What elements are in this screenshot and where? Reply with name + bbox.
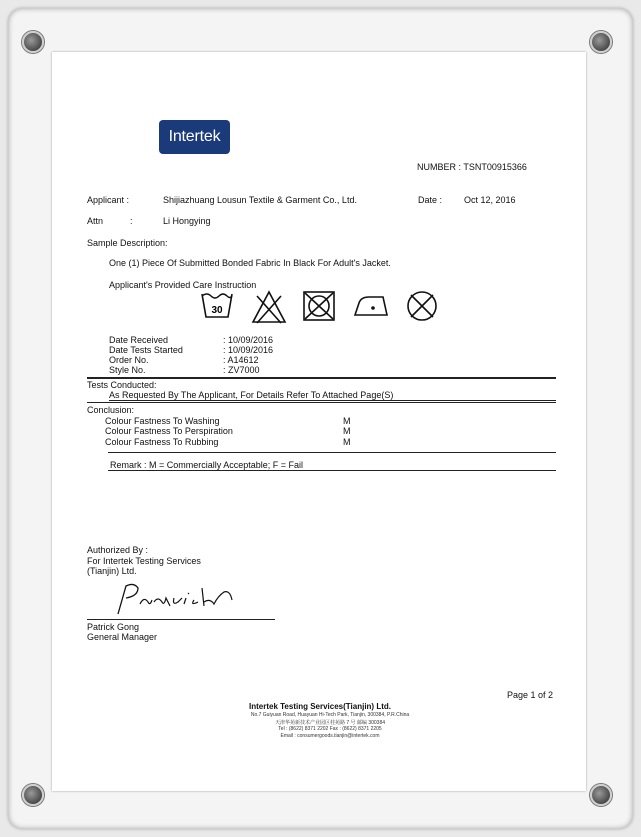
conclusion-label: Conclusion: [87, 405, 135, 415]
pin-top-right [590, 31, 612, 53]
conclusion-result-rubbing: M [343, 437, 351, 447]
footer-company: Intertek Testing Services(Tianjin) Ltd. [249, 702, 391, 711]
footer-tel: Tel : (8622) 8371 2202 Fax : (8622) 8371 2205 [278, 726, 382, 732]
attn-label: Attn [87, 216, 104, 226]
sample-description-text: One (1) Piece Of Submitted Bonded Fabric In Black For Adult's Jacket. [109, 258, 391, 268]
conclusion-result-perspiration: M [343, 426, 351, 436]
do-not-tumble-dry-icon [302, 290, 336, 322]
sample-description-label: Sample Description: [87, 238, 168, 248]
detail-value-date-received: : 10/09/2016 [223, 335, 274, 345]
conclusion-row-perspiration: Colour Fastness To Perspiration [105, 426, 233, 436]
care-instruction-label: Applicant's Provided Care Instruction [109, 280, 257, 290]
wash-30-icon [200, 290, 234, 320]
attn-value: Li Hongying [163, 216, 211, 226]
report-number: NUMBER : TSNT00915366 [417, 162, 527, 172]
divider-tests [87, 377, 556, 379]
applicant-label: Applicant : [87, 195, 130, 205]
date-label: Date : [418, 195, 443, 205]
do-not-dry-clean-icon [405, 289, 439, 323]
tests-conducted-label: Tests Conducted: [87, 380, 157, 390]
footer-address-cn: 天津华苑新技术产业园区桂苑路 7 号 邮编 300384 [274, 720, 386, 726]
date-value: Oct 12, 2016 [464, 195, 516, 205]
divider-remark-top [108, 452, 556, 453]
pin-bottom-left [22, 784, 44, 806]
attn-colon: : [130, 216, 133, 226]
signatory-title: General Manager [87, 632, 158, 642]
detail-value-order-no: : A14612 [223, 355, 259, 365]
intertek-logo: Intertek [159, 120, 230, 154]
footer-email: Email : consumergoods.tianjin@intertek.com [280, 733, 380, 739]
detail-label-order-no: Order No. [109, 355, 149, 365]
remark-text: Remark : M = Commercially Acceptable; F = Fail [110, 460, 304, 470]
detail-label-style-no: Style No. [109, 365, 146, 375]
conclusion-result-washing: M [343, 416, 351, 426]
pin-top-left [22, 31, 44, 53]
divider-tests-underline [109, 400, 556, 401]
signatory-name: Patrick Gong [87, 622, 140, 632]
divider-conclusion [87, 402, 556, 403]
detail-value-date-tests-started: : 10/09/2016 [223, 345, 274, 355]
signature-image [112, 580, 252, 620]
footer-address: No.7 Guiyuan Road, Huayuan Hi-Tech Park, Tianjin, 300384, P.R.China [250, 712, 410, 718]
applicant-value: Shijiazhuang Lousun Textile & Garment Co., Ltd. [163, 195, 357, 205]
authorized-by: Authorized By : [87, 545, 149, 555]
detail-label-date-received: Date Received [109, 335, 169, 345]
page-number: Page 1 of 2 [507, 690, 554, 700]
divider-remark-bottom [108, 470, 556, 471]
iron-low-icon [353, 293, 391, 319]
wash-temperature: 30 [211, 305, 223, 316]
pin-bottom-right [590, 784, 612, 806]
detail-value-style-no: : ZV7000 [223, 365, 260, 375]
do-not-bleach-icon [251, 290, 287, 324]
detail-label-date-tests-started: Date Tests Started [109, 345, 183, 355]
signature-line [87, 619, 275, 620]
authorized-company-location: (Tianjin) Ltd. [87, 566, 137, 576]
tests-conducted-text: As Requested By The Applicant, For Details Refer To Attached Page(S) [109, 390, 394, 400]
authorized-company: For Intertek Testing Services [87, 556, 201, 566]
conclusion-row-rubbing: Colour Fastness To Rubbing [105, 437, 219, 447]
conclusion-row-washing: Colour Fastness To Washing [105, 416, 220, 426]
